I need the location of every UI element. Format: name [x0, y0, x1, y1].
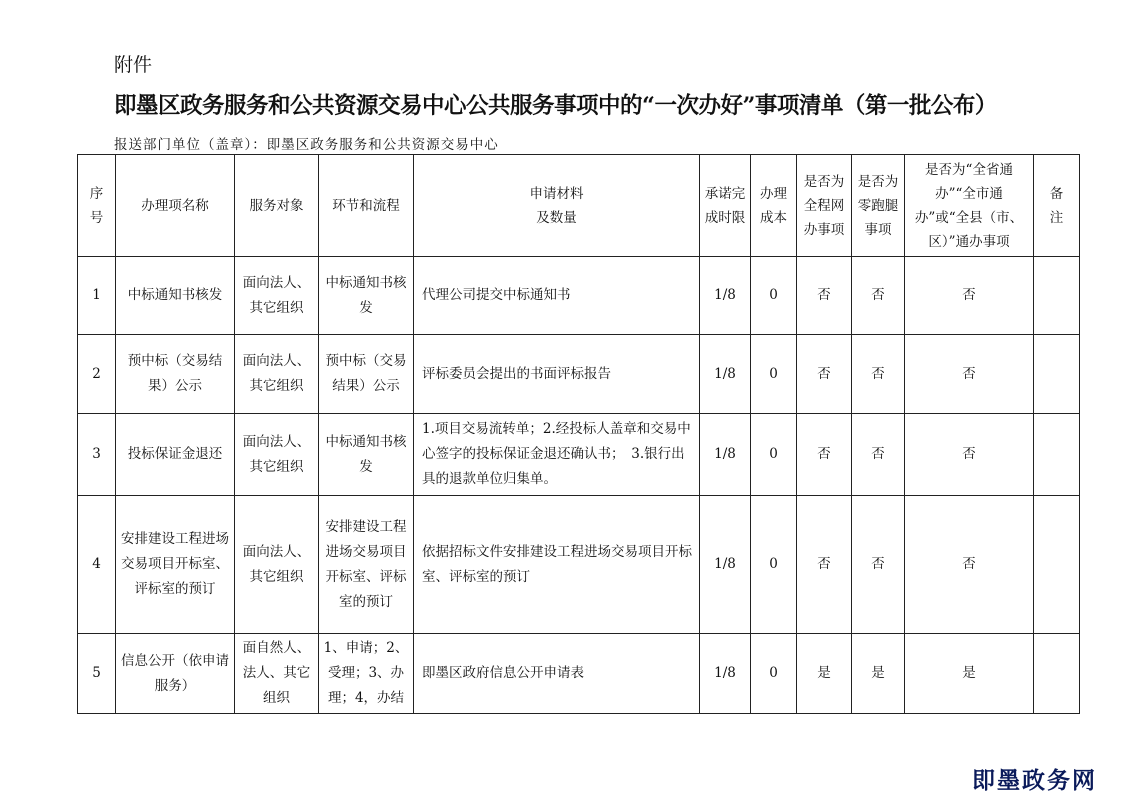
col-header-materials: 申请材料及数量 — [414, 155, 700, 257]
cell-tongban: 是 — [905, 634, 1034, 714]
department-line: 报送部门单位（盖章）：即墨区政务服务和公共资源交易中心 — [114, 137, 499, 153]
cell-tongban: 否 — [905, 257, 1034, 335]
cell-online: 否 — [797, 496, 852, 634]
cell-zero-run: 是 — [852, 634, 905, 714]
cell-online: 否 — [797, 257, 852, 335]
table-row — [78, 496, 1080, 634]
col-header-remark: 备注 — [1034, 155, 1080, 257]
col-header-limit: 承诺完成时限 — [700, 155, 751, 257]
cell-zero-run: 否 — [852, 496, 905, 634]
cell-materials: 1.项目交易流转单；2.经投标人盖章和交易中心签字的投标保证金退还确认书； 3.银行出具的退款单位归集单。 — [414, 414, 700, 496]
table-header-row — [78, 155, 1080, 257]
col-header-name: 办理项名称 — [116, 155, 235, 257]
cell-no: 1 — [78, 257, 116, 335]
cell-name: 中标通知书核发 — [116, 257, 235, 335]
cell-name: 预中标（交易结果）公示 — [116, 335, 235, 414]
cell-limit: 1/8 — [700, 257, 751, 335]
col-header-cost: 办理成本 — [751, 155, 797, 257]
cell-materials: 评标委员会提出的书面评标报告 — [414, 335, 700, 414]
col-header-zero-run: 是否为零跑腿事项 — [852, 155, 905, 257]
cell-remark — [1034, 335, 1080, 414]
cell-zero-run: 否 — [852, 257, 905, 335]
cell-tongban: 否 — [905, 335, 1034, 414]
cell-process: 中标通知书核发 — [319, 257, 414, 335]
cell-remark — [1034, 414, 1080, 496]
site-watermark: 即墨政务网 — [972, 768, 1097, 794]
cell-target: 面向法人、其它组织 — [235, 335, 319, 414]
col-header-target: 服务对象 — [235, 155, 319, 257]
cell-cost: 0 — [751, 335, 797, 414]
cell-no: 3 — [78, 414, 116, 496]
cell-zero-run: 否 — [852, 335, 905, 414]
cell-no: 4 — [78, 496, 116, 634]
cell-cost: 0 — [751, 414, 797, 496]
attachment-label: 附件 — [114, 54, 153, 76]
cell-remark — [1034, 257, 1080, 335]
cell-remark — [1034, 496, 1080, 634]
cell-no: 5 — [78, 634, 116, 714]
cell-limit: 1/8 — [700, 335, 751, 414]
table-row — [78, 257, 1080, 335]
cell-process: 中标通知书核发 — [319, 414, 414, 496]
cell-no: 2 — [78, 335, 116, 414]
cell-limit: 1/8 — [700, 634, 751, 714]
table-row — [78, 335, 1080, 414]
cell-online: 否 — [797, 414, 852, 496]
cell-remark — [1034, 634, 1080, 714]
col-header-no: 序号 — [78, 155, 116, 257]
cell-cost: 0 — [751, 634, 797, 714]
table-row — [78, 414, 1080, 496]
cell-limit: 1/8 — [700, 496, 751, 634]
cell-process: 安排建设工程进场交易项目开标室、评标室的预订 — [319, 496, 414, 634]
table-row — [78, 634, 1080, 714]
col-header-tongban: 是否为“全省通办”“全市通办”或“全县（市、区）”通办事项 — [905, 155, 1034, 257]
cell-limit: 1/8 — [700, 414, 751, 496]
cell-online: 是 — [797, 634, 852, 714]
cell-target: 面向法人、其它组织 — [235, 496, 319, 634]
cell-tongban: 否 — [905, 414, 1034, 496]
cell-process: 预中标（交易结果）公示 — [319, 335, 414, 414]
cell-online: 否 — [797, 335, 852, 414]
col-header-online: 是否为全程网办事项 — [797, 155, 852, 257]
cell-name: 投标保证金退还 — [116, 414, 235, 496]
cell-tongban: 否 — [905, 496, 1034, 634]
cell-target: 面向法人、其它组织 — [235, 257, 319, 335]
cell-process: 1、申请；2、受理；3、办理；4，办结 — [319, 634, 414, 714]
page-title: 即墨区政务服务和公共资源交易中心公共服务事项中的“一次办好”事项清单（第一批公布） — [114, 93, 997, 119]
cell-materials: 代理公司提交中标通知书 — [414, 257, 700, 335]
cell-cost: 0 — [751, 257, 797, 335]
services-table — [77, 154, 1080, 714]
cell-zero-run: 否 — [852, 414, 905, 496]
cell-cost: 0 — [751, 496, 797, 634]
cell-name: 信息公开（依申请服务） — [116, 634, 235, 714]
col-header-process: 环节和流程 — [319, 155, 414, 257]
cell-materials: 依据招标文件安排建设工程进场交易项目开标室、评标室的预订 — [414, 496, 700, 634]
cell-name: 安排建设工程进场交易项目开标室、评标室的预订 — [116, 496, 235, 634]
cell-target: 面自然人、法人、其它组织 — [235, 634, 319, 714]
cell-materials: 即墨区政府信息公开申请表 — [414, 634, 700, 714]
cell-target: 面向法人、其它组织 — [235, 414, 319, 496]
